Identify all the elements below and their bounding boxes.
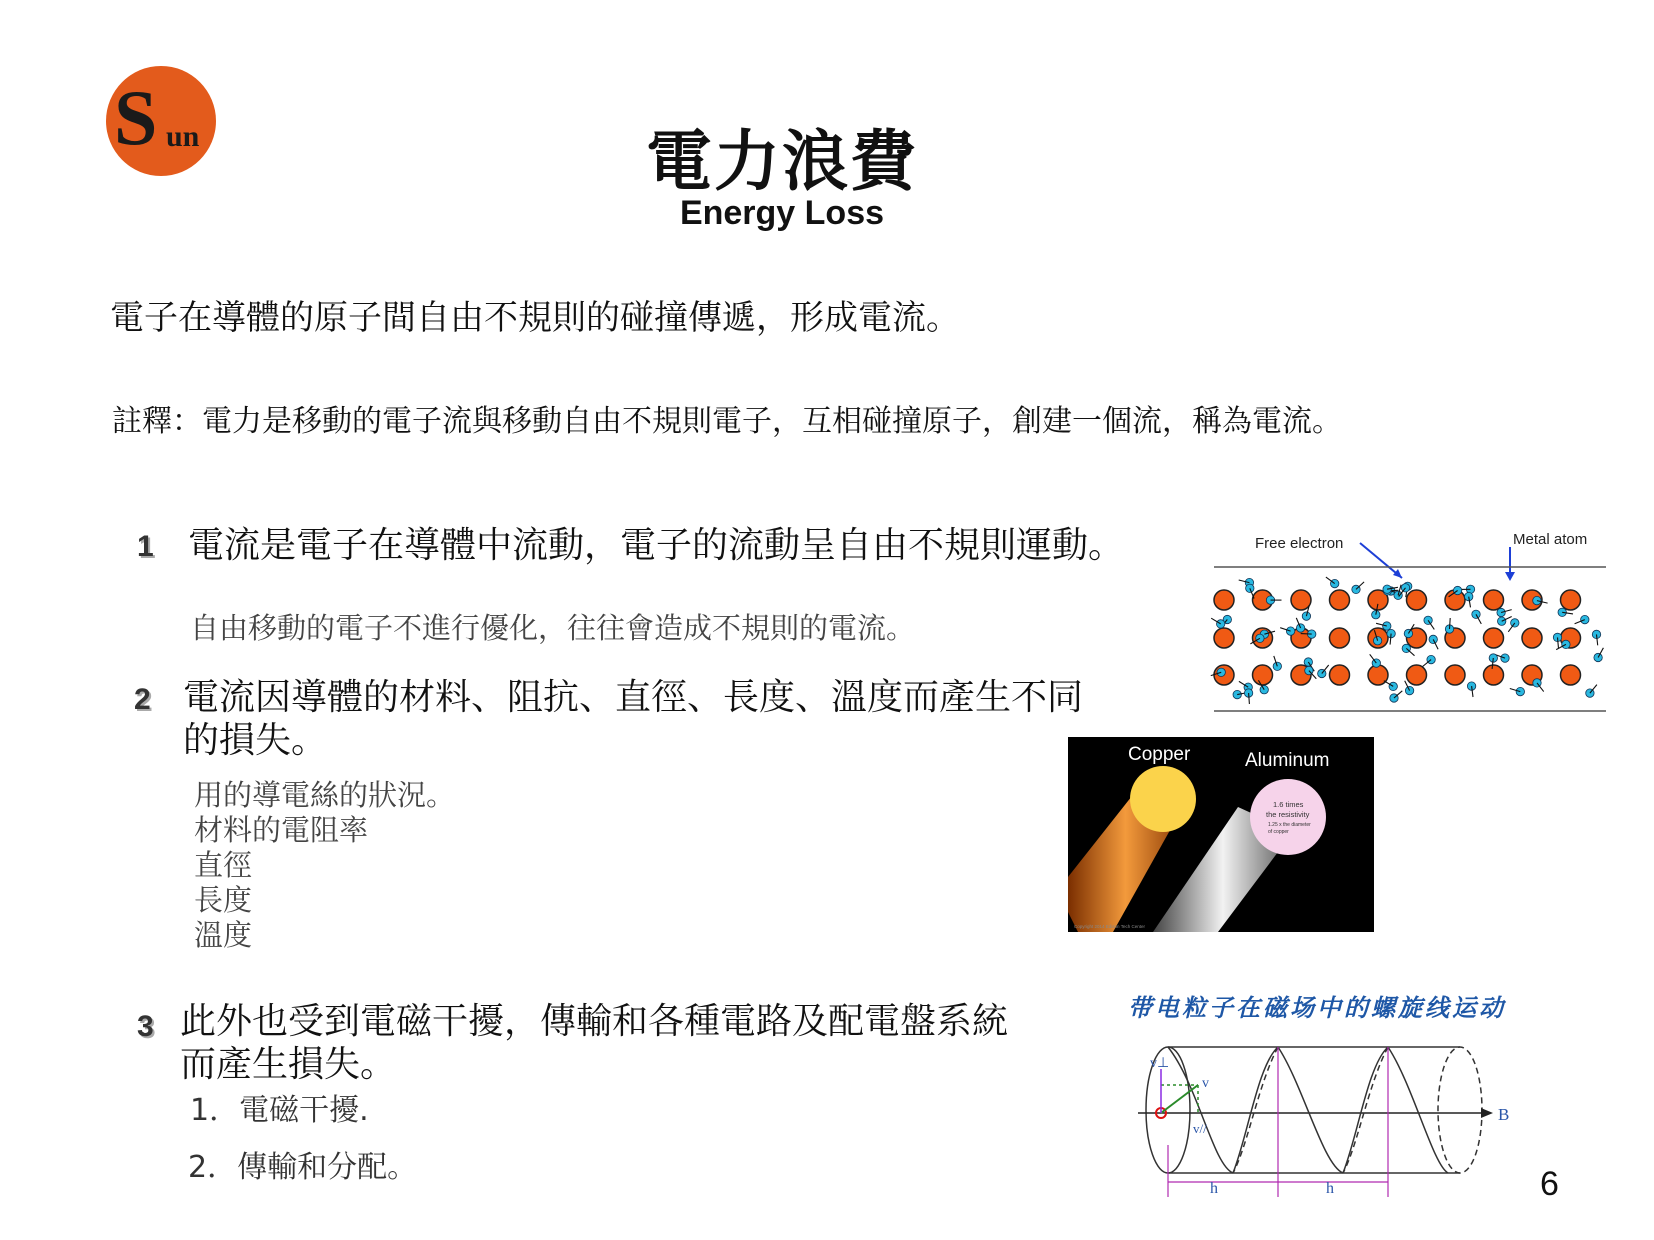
point-3-text: 此外也受到電磁干擾，傳輸和各種電路及配電盤系統而產生損失。 <box>180 1001 1009 1085</box>
free-electron <box>1373 637 1381 645</box>
page-title: 電力浪費 <box>646 123 918 200</box>
free-electron <box>1296 624 1304 632</box>
free-electron <box>1383 622 1391 630</box>
free-electron <box>1286 627 1294 635</box>
metal-atom <box>1330 628 1350 648</box>
metal-atom <box>1214 628 1234 648</box>
free-electron <box>1372 659 1380 667</box>
metal-atom <box>1253 665 1273 685</box>
page-number: 6 <box>1540 1165 1559 1203</box>
metal-atom <box>1330 665 1350 685</box>
free-electron <box>1581 615 1589 623</box>
point-2-list <box>194 778 455 953</box>
helix-motion-diagram <box>1138 1045 1518 1200</box>
free-electron <box>1273 662 1281 670</box>
free-electron <box>1533 596 1541 604</box>
point-3-item-2: 2．傳輸和分配。 <box>188 1150 418 1185</box>
metal-atom <box>1214 590 1234 610</box>
free-electron <box>1472 610 1480 618</box>
list-item: 長度 <box>194 883 253 917</box>
point-2-text: 電流因導體的材料、阻抗、直徑、長度、溫度而產生不同的損失。 <box>183 677 1084 761</box>
point-1-text: 電流是電子在導體中流動，電子的流動呈自由不規則運動。 <box>188 525 1125 566</box>
intro-text: 電子在導體的原子間自由不規則的碰撞傳遞，形成電流。 <box>110 298 960 338</box>
point-1-subtext: 自由移動的電子不進行優化，往往會造成不規則的電流。 <box>190 611 916 645</box>
list-item: 溫度 <box>194 918 253 952</box>
aluminum-label: Aluminum <box>1245 750 1330 771</box>
metal-atom <box>1407 590 1427 610</box>
svg-text:un: un <box>166 120 200 153</box>
metal-atom <box>1484 628 1504 648</box>
svg-text:the resistivity: the resistivity <box>1266 810 1310 819</box>
free-electron <box>1302 612 1310 620</box>
svg-text:of copper: of copper <box>1268 829 1289 835</box>
metal-atom <box>1522 628 1542 648</box>
svg-text:v: v <box>1202 1076 1209 1091</box>
point-number-2: 2 <box>134 683 151 716</box>
b-field-label: B <box>1498 1105 1510 1124</box>
metal-atom <box>1407 665 1427 685</box>
metal-atom <box>1561 590 1581 610</box>
metal-atom-label: Metal atom <box>1513 531 1588 548</box>
free-electron <box>1453 586 1461 594</box>
copper-aluminum-wire-image <box>1068 737 1374 932</box>
metal-atom <box>1291 590 1311 610</box>
electron-lattice-figure <box>1210 525 1610 715</box>
list-item: 直徑 <box>194 848 253 882</box>
list-item: 用的導電絲的狀況。 <box>194 778 456 812</box>
free-electron <box>1405 686 1413 694</box>
metal-atom <box>1484 665 1504 685</box>
free-electron <box>1516 687 1524 695</box>
svg-text:h: h <box>1326 1180 1334 1197</box>
svg-text:Copyright 2014 Edison Tech Cen: Copyright 2014 Edison Tech Center <box>1074 924 1145 929</box>
free-electron <box>1404 629 1412 637</box>
svg-text:1.25 x the diameter: 1.25 x the diameter <box>1268 822 1311 828</box>
helix-caption: 带电粒子在磁场中的螺旋线运动 <box>1128 993 1506 1022</box>
note-text: 註釋：電力是移動的電子流與移動自由不規則電子，互相碰撞原子，創建一個流，稱為電流。 <box>112 404 1342 439</box>
free-electron-label: Free electron <box>1255 535 1344 552</box>
free-electron <box>1498 617 1506 625</box>
free-electron <box>1233 690 1241 698</box>
point-number-3: 3 <box>137 1010 154 1043</box>
svg-text:v//: v// <box>1193 1121 1207 1136</box>
point-number-1: 1 <box>137 530 154 563</box>
page-subtitle: Energy Loss <box>679 194 885 232</box>
electron-motion-arrow <box>1301 634 1312 635</box>
svg-text:v⊥: v⊥ <box>1150 1056 1170 1071</box>
copper-label: Copper <box>1128 744 1191 765</box>
svg-text:S: S <box>114 74 158 161</box>
metal-atom <box>1330 590 1350 610</box>
svg-text:1.6 times: 1.6 times <box>1273 800 1304 809</box>
metal-atom <box>1484 590 1504 610</box>
list-item: 材料的電阻率 <box>194 813 369 847</box>
free-electron <box>1511 619 1519 627</box>
svg-text:h: h <box>1210 1180 1218 1197</box>
point-3-item-1: 1．電磁干擾. <box>190 1093 369 1128</box>
metal-atom <box>1445 665 1465 685</box>
electron-motion-arrow <box>1450 618 1451 629</box>
free-electron <box>1372 611 1380 619</box>
metal-atom <box>1561 665 1581 685</box>
